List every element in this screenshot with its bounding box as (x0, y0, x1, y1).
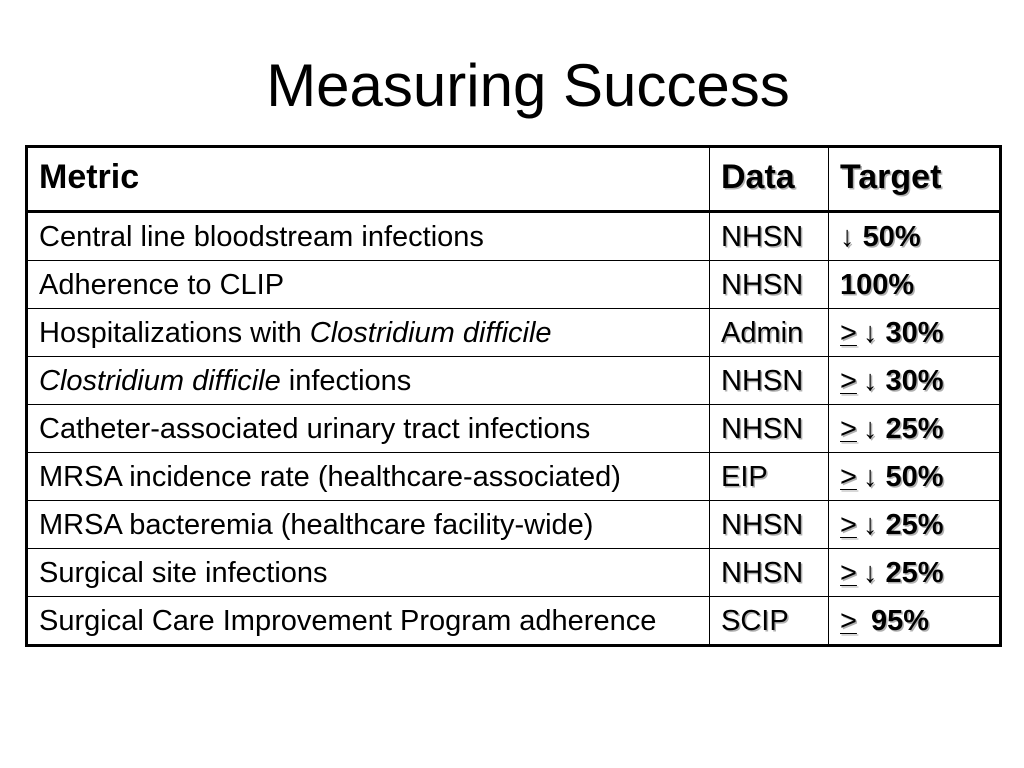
table-header-row (27, 147, 1001, 212)
table-row (27, 212, 1001, 261)
metric-cell (27, 597, 710, 646)
metric-text: MRSA incidence rate (healthcare-associated) (39, 461, 621, 493)
metric-cell (27, 261, 710, 309)
greater-equal-symbol: > (840, 557, 857, 589)
header-data: Data (710, 147, 829, 212)
header-target: Target (829, 147, 1001, 212)
greater-equal-symbol: > (840, 317, 857, 349)
target-cell (829, 212, 1001, 261)
table-row (27, 597, 1001, 646)
down-arrow-icon: ↓ (862, 317, 886, 349)
data-source-cell: NHSN (710, 549, 829, 597)
header-metric: Metric (27, 147, 710, 212)
target-cell (829, 597, 1001, 646)
data-source-cell: NHSN (710, 501, 829, 549)
metric-cell (27, 453, 710, 501)
target-value: 25% (885, 557, 944, 589)
metric-text: Central line bloodstream infections (39, 221, 484, 253)
down-arrow-icon: ↓ (862, 557, 886, 589)
metric-text: Surgical site infections (39, 557, 328, 589)
metric-cell (27, 309, 710, 357)
data-source-cell: SCIP (710, 597, 829, 646)
target-value: 50% (862, 221, 921, 253)
target-cell (829, 405, 1001, 453)
target-cell (829, 309, 1001, 357)
greater-equal-symbol: > (840, 413, 857, 445)
table-row (27, 549, 1001, 597)
data-source-cell: NHSN (710, 261, 829, 309)
metric-cell (27, 405, 710, 453)
data-source-cell: NHSN (710, 212, 829, 261)
table-row (27, 453, 1001, 501)
table-row (27, 501, 1001, 549)
target-value: 30% (885, 317, 944, 349)
down-arrow-icon: ↓ (862, 509, 886, 541)
data-source-cell: EIP (710, 453, 829, 501)
data-source-cell: NHSN (710, 405, 829, 453)
table-row (27, 261, 1001, 309)
metric-cell (27, 549, 710, 597)
metrics-table (25, 145, 1002, 647)
target-value: 50% (885, 461, 944, 493)
metric-cell (27, 357, 710, 405)
table-row (27, 405, 1001, 453)
target-cell (829, 549, 1001, 597)
data-source-cell: Admin (710, 309, 829, 357)
metric-text: MRSA bacteremia (healthcare facility-wide) (39, 509, 594, 541)
metric-italic-text: Clostridium difficile (39, 365, 281, 397)
table-row (27, 309, 1001, 357)
metric-cell (27, 212, 710, 261)
metric-text: infections (280, 365, 412, 397)
target-value: 30% (885, 365, 944, 397)
target-value: 100% (840, 269, 915, 301)
metric-text: Catheter-associated urinary tract infections (39, 413, 591, 445)
metric-text: Adherence to CLIP (39, 269, 285, 301)
metric-cell (27, 501, 710, 549)
target-value: 25% (885, 509, 944, 541)
table-row (27, 357, 1001, 405)
target-cell (829, 261, 1001, 309)
target-cell (829, 357, 1001, 405)
target-cell (829, 501, 1001, 549)
metric-italic-text: Clostridium difficile (309, 317, 552, 349)
down-arrow-icon: ↓ (862, 365, 886, 397)
target-cell (829, 453, 1001, 501)
target-value: 95% (871, 605, 930, 637)
data-source-cell: NHSN (710, 357, 829, 405)
down-arrow-icon: ↓ (862, 461, 886, 493)
greater-equal-symbol: > (840, 605, 857, 637)
slide-title: Measuring Success (266, 52, 790, 119)
greater-equal-symbol: > (840, 509, 857, 541)
metric-text: Hospitalizations with (39, 317, 310, 349)
greater-equal-symbol: > (840, 365, 857, 397)
table-body (27, 212, 1001, 646)
down-arrow-icon: ↓ (862, 413, 886, 445)
metric-text: Surgical Care Improvement Program adherence (39, 605, 657, 637)
down-arrow-icon: ↓ (840, 221, 863, 253)
target-value: 25% (885, 413, 944, 445)
greater-equal-symbol: > (840, 461, 857, 493)
